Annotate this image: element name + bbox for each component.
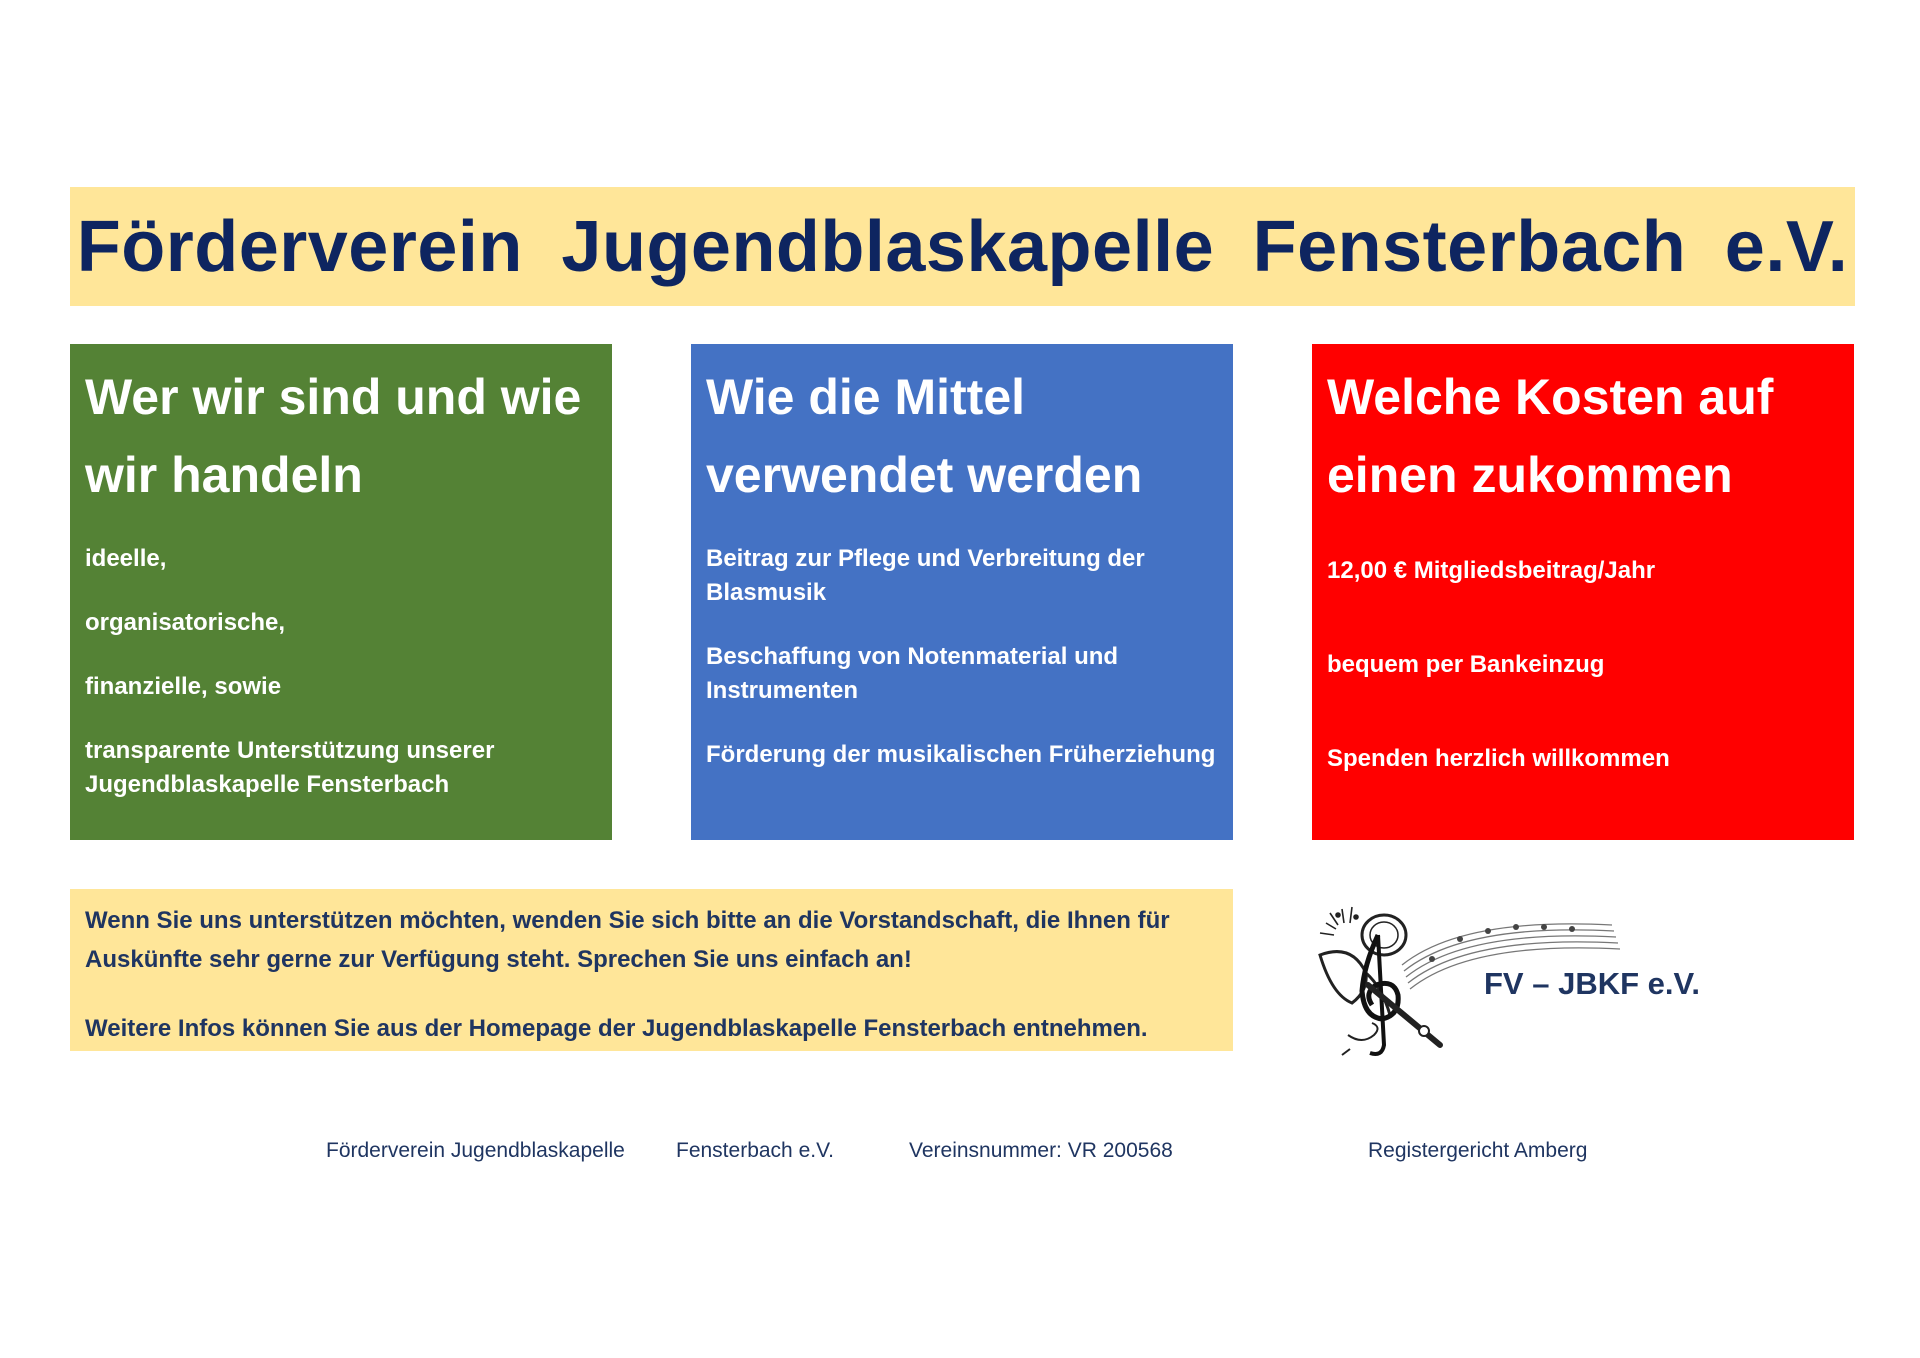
panel-costs: [1312, 344, 1854, 840]
list-item: Beschaffung von Notenmaterial und Instrumenten: [706, 643, 1119, 704]
list-item: 12,00 € Mitgliedsbeitrag/Jahr: [1327, 557, 1656, 584]
list-item: organisatorische,: [85, 609, 286, 636]
footer-registration-number: Vereinsnummer: VR 200568: [909, 1139, 1173, 1162]
homepage-text: Weitere Infos können Sie aus der Homepage der Jugendblaskapelle Fensterbach entnehmen.: [85, 1015, 1148, 1042]
list-item: ideelle,: [85, 545, 167, 572]
panel-use-of-funds: [691, 344, 1233, 840]
contact-info-band: [70, 889, 1233, 1051]
page-title: Förderverein Jugendblaskapelle Fensterbach e.V.: [76, 206, 1849, 287]
footer-place: Fensterbach e.V.: [676, 1139, 834, 1162]
panel-list: [706, 542, 1217, 772]
contact-text: Wenn Sie uns unterstützen möchten, wenden Sie sich bitte an die Vorstandschaft, die Ihnen für Auskünfte sehr gerne zur Verfügung steht. Sprechen Sie uns einfach an!: [85, 907, 1170, 973]
list-item: bequem per Bankeinzug: [1327, 651, 1605, 678]
list-item: Förderung der musikalischen Früherziehung: [706, 741, 1216, 768]
panel-list: [85, 542, 596, 802]
panel-heading: Wie die Mittel verwendet werden: [706, 369, 1143, 503]
logo-text: FV – JBKF e.V.: [1484, 966, 1700, 1001]
panel-who-we-are: [70, 344, 612, 840]
title-band: [70, 187, 1855, 306]
list-item: Spenden herzlich willkommen: [1327, 745, 1670, 772]
list-item: Beitrag zur Pflege und Verbreitung der Blasmusik: [706, 545, 1145, 606]
list-item: finanzielle, sowie: [85, 673, 282, 700]
panel-heading: Welche Kosten auf einen zukommen: [1327, 369, 1774, 503]
panel-heading: Wer wir sind und wie wir handeln: [85, 369, 582, 503]
footer-association-name: Förderverein Jugendblaskapelle: [326, 1139, 625, 1162]
panel-list: [1327, 554, 1838, 776]
list-item: transparente Unterstützung unserer Jugendblaskapelle Fensterbach: [85, 737, 495, 798]
footer-register-court: Registergericht Amberg: [1368, 1139, 1588, 1162]
